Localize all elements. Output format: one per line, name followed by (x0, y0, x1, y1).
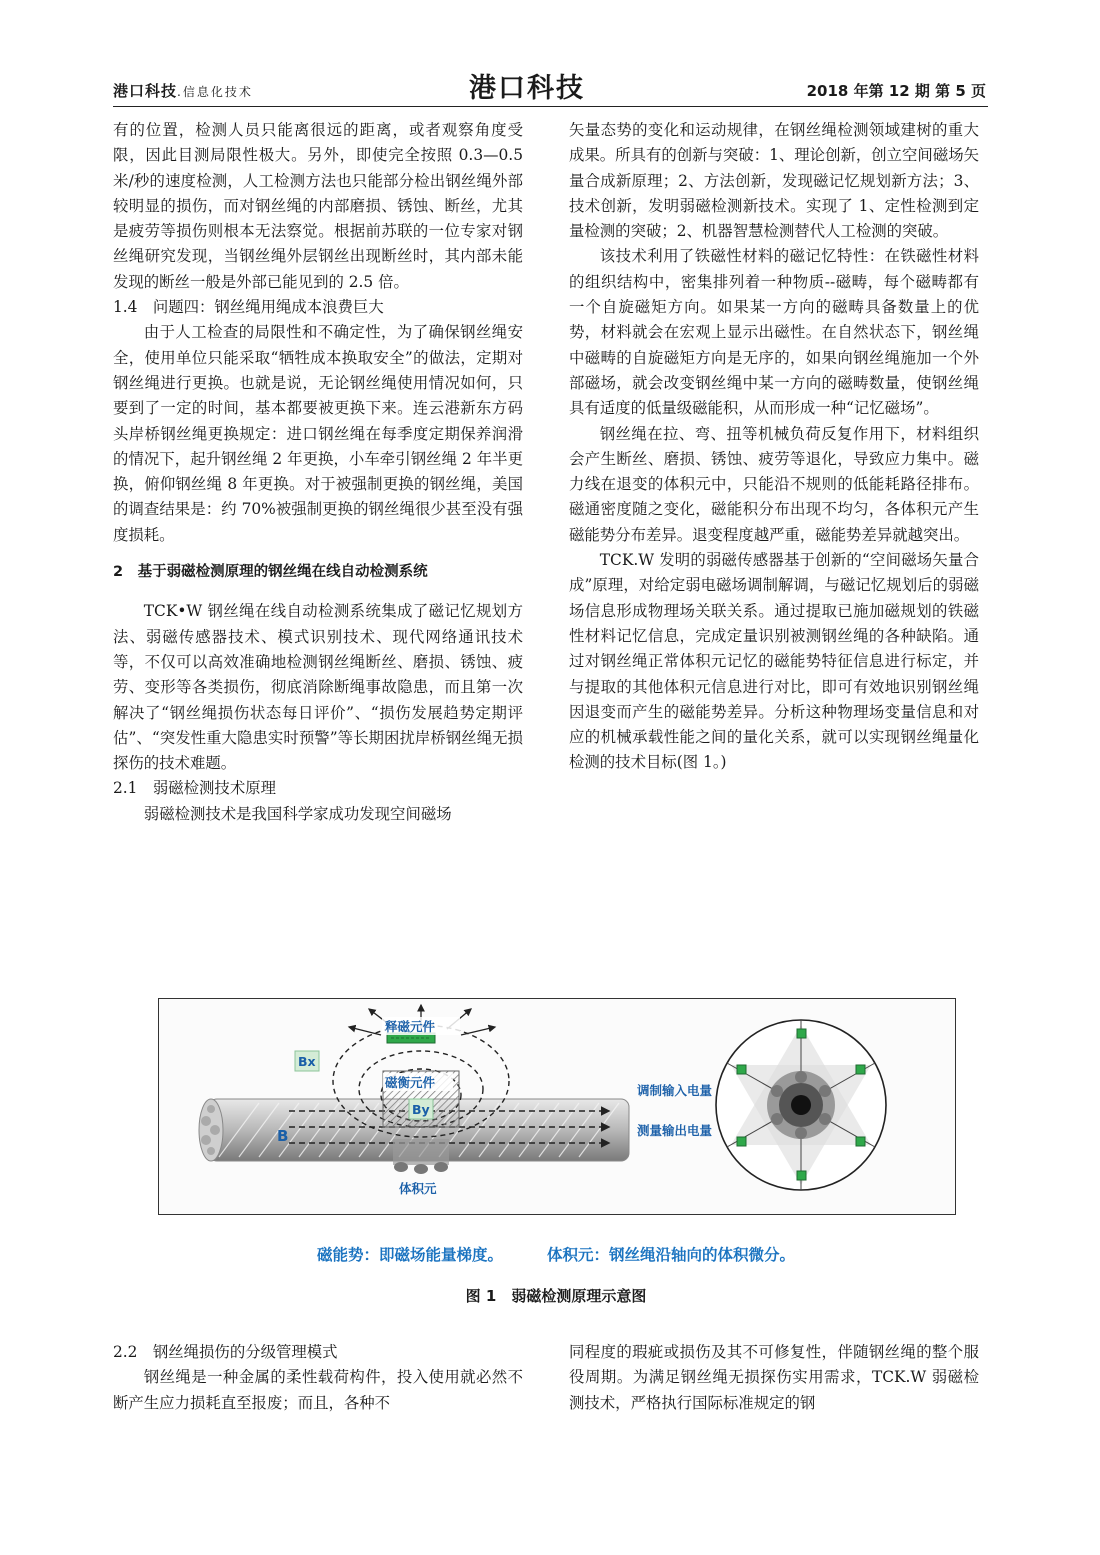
journal-logo: 港口科技 (469, 73, 585, 104)
label-balance-element: 磁衡元件 (385, 1075, 436, 1090)
journal-section (113, 80, 253, 101)
label-b: B (277, 1127, 289, 1145)
paragraph: 该技术利用了铁磁性材料的磁记忆特性：在铁磁性材料的组织结构中，密集排列着一种物质--磁畴，每个磁畴都有一个自旋磁矩方向。如果某一方向的磁畴具备数量上的优势，材料就会在宏观上显示出磁性。在自然状态下，钢丝绳中磁畴的自旋磁矩方向是无序的，如果向钢丝绳施加一个外部磁场，就会改变钢丝绳中某一方向的磁畴数量，使钢丝绳具有适度的低量级磁能积，从而形成一种“记忆磁场”。 (569, 247, 979, 418)
section-heading-2: 2 基于弱磁检测原理的钢丝绳在线自动检测系统 (113, 564, 428, 581)
page-header (113, 72, 988, 107)
definition-volume-element: 体积元：钢丝绳沿轴向的体积微分。 (547, 1246, 796, 1264)
paragraph: 同程度的瑕疵或损伤及其不可修复性，伴随钢丝绳的整个服役周期。为满足钢丝绳无损探伤实用需求，TCK.W 弱磁检测技术，严格执行国际标准规定的钢 (569, 1343, 979, 1412)
section-heading-2-1: 2.1 弱磁检测技术原理 (113, 779, 276, 798)
right-column-bottom (569, 1340, 979, 1416)
rope-cross-section (716, 1020, 886, 1190)
paragraph: 弱磁检测技术是我国科学家成功发现空间磁场 (143, 804, 452, 823)
paragraph: 矢量态势的变化和运动规律，在钢丝绳检测领域建树的重大成果。所具有的创新与突破：1、理论创新，创立空间磁场矢量合成新原理；2、方法创新，发现磁记忆规划新方法；3、技术创新，发明弱磁检测新技术。实现了 1、定性检测到定量检测的突破；2、机器智慧检测替代人工检测的突破。 (569, 121, 979, 241)
paragraph: 钢丝绳在拉、弯、扭等机械负荷反复作用下，材料组织会产生断丝、磨损、锈蚀、疲劳等退化，导致应力集中。磁力线在退变的体积元中，只能沿不规则的低能耗路径排布。磁通密度随之变化，磁能积分布出现不均匀，各体积元产生磁能势分布差异。退变程度越严重，磁能势差异就越突出。 (569, 424, 979, 544)
paragraph: 由于人工检查的局限性和不确定性，为了确保钢丝绳安全，使用单位只能采取“牺牲成本换取安全”的做法，定期对钢丝绳进行更换。也就是说，无论钢丝绳使用情况如何，只要到了一定的时间，基本都要被更换下来。连云港新东方码头岸桥钢丝绳更换规定：进口钢丝绳在每季度定期保养润滑的情况下，起升钢丝绳 2 年更换，小车牵引钢丝绳 2 年半更换，俯仰钢丝绳 8 年更换。对于被强制更换的钢丝绳，美国的调查结果是：约 70%被强制更换的钢丝绳很少甚至没有强度损耗。 (113, 323, 523, 544)
paragraph: 有的位置，检测人员只能离很远的距离，或者观察角度受限，因此目测局限性极大。另外，即使完全按照 0.3—0.5 米/秒的速度检测，人工检测方法也只能部分检出钢丝绳外部较明显的损伤，而对钢丝绳的内部磨损、锈蚀、断丝，尤其是疲劳等损伤则根本无法察觉。根据前苏联的一位专家对钢丝绳研究发现，当钢丝绳外层钢丝出现断丝时，其内部未能发现的断丝一般是外部已能见到的 2.5 倍。 (113, 121, 523, 291)
paragraph: TCK•W 钢丝绳在线自动检测系统集成了磁记忆规划方法、弱磁传感器技术、模式识别技术、现代网络通讯技术等，不仅可以高效准确地检测钢丝绳断丝、磨损、锈蚀、疲劳、变形等各类损伤，彻底消除断绳事故隐患，而且第一次解决了“钢丝绳损伤状态每日评价”、“损伤发展趋势定期评估”、“突发性重大隐患实时预警”等长期困扰岸桥钢丝绳无损探伤的技术难题。 (113, 602, 523, 773)
label-measurement-output: 测量输出电量 (637, 1123, 713, 1138)
left-column-top (113, 118, 523, 827)
figure-caption: 图 1 弱磁检测原理示意图 (465, 1287, 647, 1305)
section-heading-1-4: 1.4 问题四：钢丝绳用绳成本浪费巨大 (113, 298, 384, 317)
section-heading-2-2: 2.2 钢丝绳损伤的分级管理模式 (113, 1343, 338, 1361)
paragraph: 钢丝绳是一种金属的柔性载荷构件，投入使用就必然不断产生应力损耗直至报废；而且，各种不 (113, 1368, 523, 1412)
label-release-element: 释磁元件 (385, 1019, 436, 1034)
figure-definitions (158, 1243, 954, 1265)
label-by: By (412, 1102, 430, 1117)
right-column-top (569, 118, 979, 776)
label-volume-element: 体积元 (399, 1181, 437, 1196)
issue-info: 2018 年第 12 期 第 5 页 (806, 82, 986, 100)
paragraph: TCK.W 发明的弱磁传感器基于创新的“空间磁场矢量合成”原理，对给定弱电磁场调制解调，与磁记忆规划后的弱磁场信息形成物理场关联关系。通过提取已施加磁规划的铁磁性材料记忆信息，完成定量识别被测钢丝绳的各种缺陷。通过对钢丝绳正常体积元记忆的磁能势特征信息进行标定，并与提取的其他体积元信息进行对比，即可有效地识别钢丝绳因退变而产生的磁能势差异。分析这种物理场变量信息和对应的机械承载性能之间的量化关系，就可以实现钢丝绳量化检测的技术目标(图 1。) (569, 551, 979, 772)
journal-name: 港口科技 (113, 82, 178, 100)
label-modulation-input: 调制输入电量 (637, 1083, 713, 1098)
definition-magnetic-potential: 磁能势：即磁场能量梯度。 (316, 1246, 503, 1264)
section-name: .信息化技术 (177, 85, 253, 99)
volume-element (393, 1139, 449, 1174)
left-column-bottom (113, 1340, 523, 1416)
weak-magnetic-diagram (159, 999, 955, 1214)
label-bx: Bx (298, 1054, 316, 1069)
figure-1 (158, 998, 956, 1215)
